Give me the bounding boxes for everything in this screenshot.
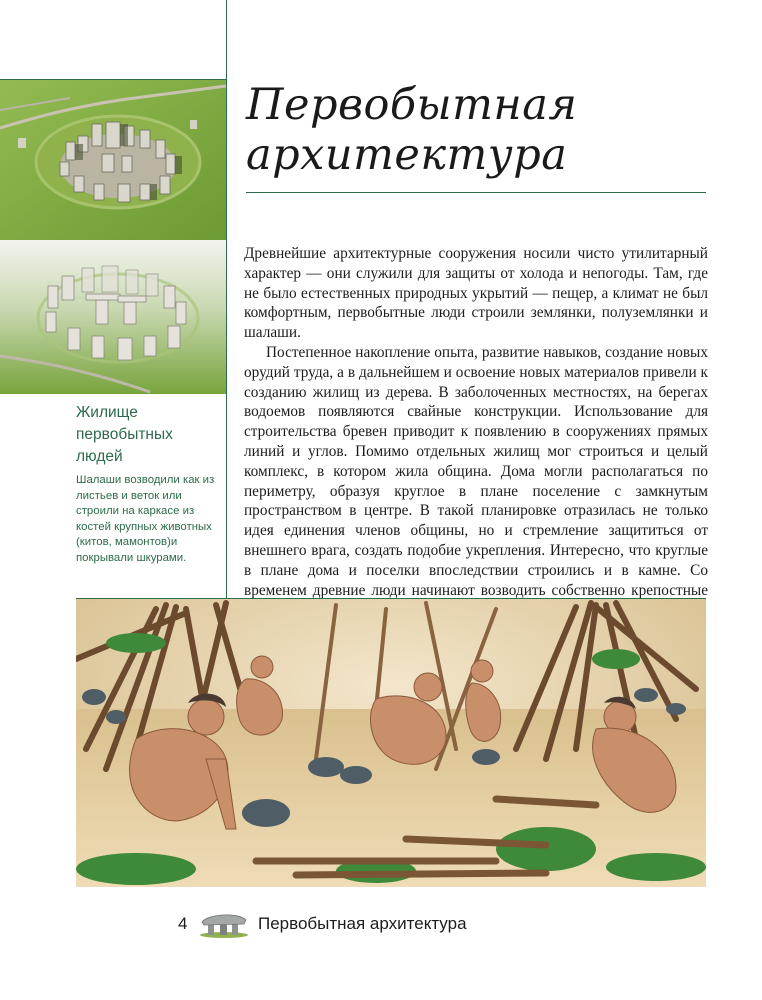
footer-section-title: Первобытная архитектура <box>258 914 467 933</box>
main-text <box>244 244 708 620</box>
sidebar-heading-line-2: первобытных <box>76 426 173 443</box>
page-number: 4 <box>178 914 188 933</box>
title-divider <box>246 192 706 193</box>
primitive-dwelling-illustration <box>76 598 706 887</box>
sidebar-heading-line-1: Жилище <box>76 404 138 421</box>
page-footer <box>0 904 762 944</box>
column-divider <box>226 0 227 600</box>
stonehenge-reconstruction-photo <box>0 240 226 394</box>
sidebar-caption: Шалаши возводили как из листьев и веток или строили на каркасе из костей крупных животных (китов, мамонтов)и покрывали шкурами. <box>76 474 215 564</box>
paragraph-2: Постепенное накопление опыта, развитие навыков, создание новых орудий труда, а в дальнейшем и освоение новых материалов привели к созданию жилищ из дерева. В заболоченных местностях, на берегах водоемов появляются свайные конструкции. Использование для строительства бревен приводит к появлению в сооружениях прямых линий и углов. Помимо отдельных жилищ мог строиться и целый комплекс, в котором жила община. Дома могли располагаться по периметру, образуя круглое в плане поселение с замкнутым пространством в центре. В такой планировке отразилась не только идея единения членов общины, но и стремление защититься от внешнего врага, создать подобие укрепления. Интересно, что круглые в плане дома и поселки впоследствии строились и в камне. Со временем древние люди начинают возводить собственно крепостные <box>244 343 708 599</box>
dolmen-icon <box>198 910 250 943</box>
stonehenge-photo <box>0 80 226 240</box>
page-title <box>246 80 716 180</box>
sidebar-heading-line-3: людей <box>76 448 123 465</box>
title-line-1: Первобытная <box>246 80 578 130</box>
paragraph-1: Древнейшие архитектурные сооружения носили чисто утилитарный характер — они служили для защиты от холода и непогоды. Там, где не было естественных природных укрытий — пещер, а климат не был комфортным, первобытные люди строили землянки, полуземлянки и шалаши. <box>244 245 708 342</box>
sidebar-heading <box>76 402 216 468</box>
title-line-2: архитектура <box>246 130 568 180</box>
